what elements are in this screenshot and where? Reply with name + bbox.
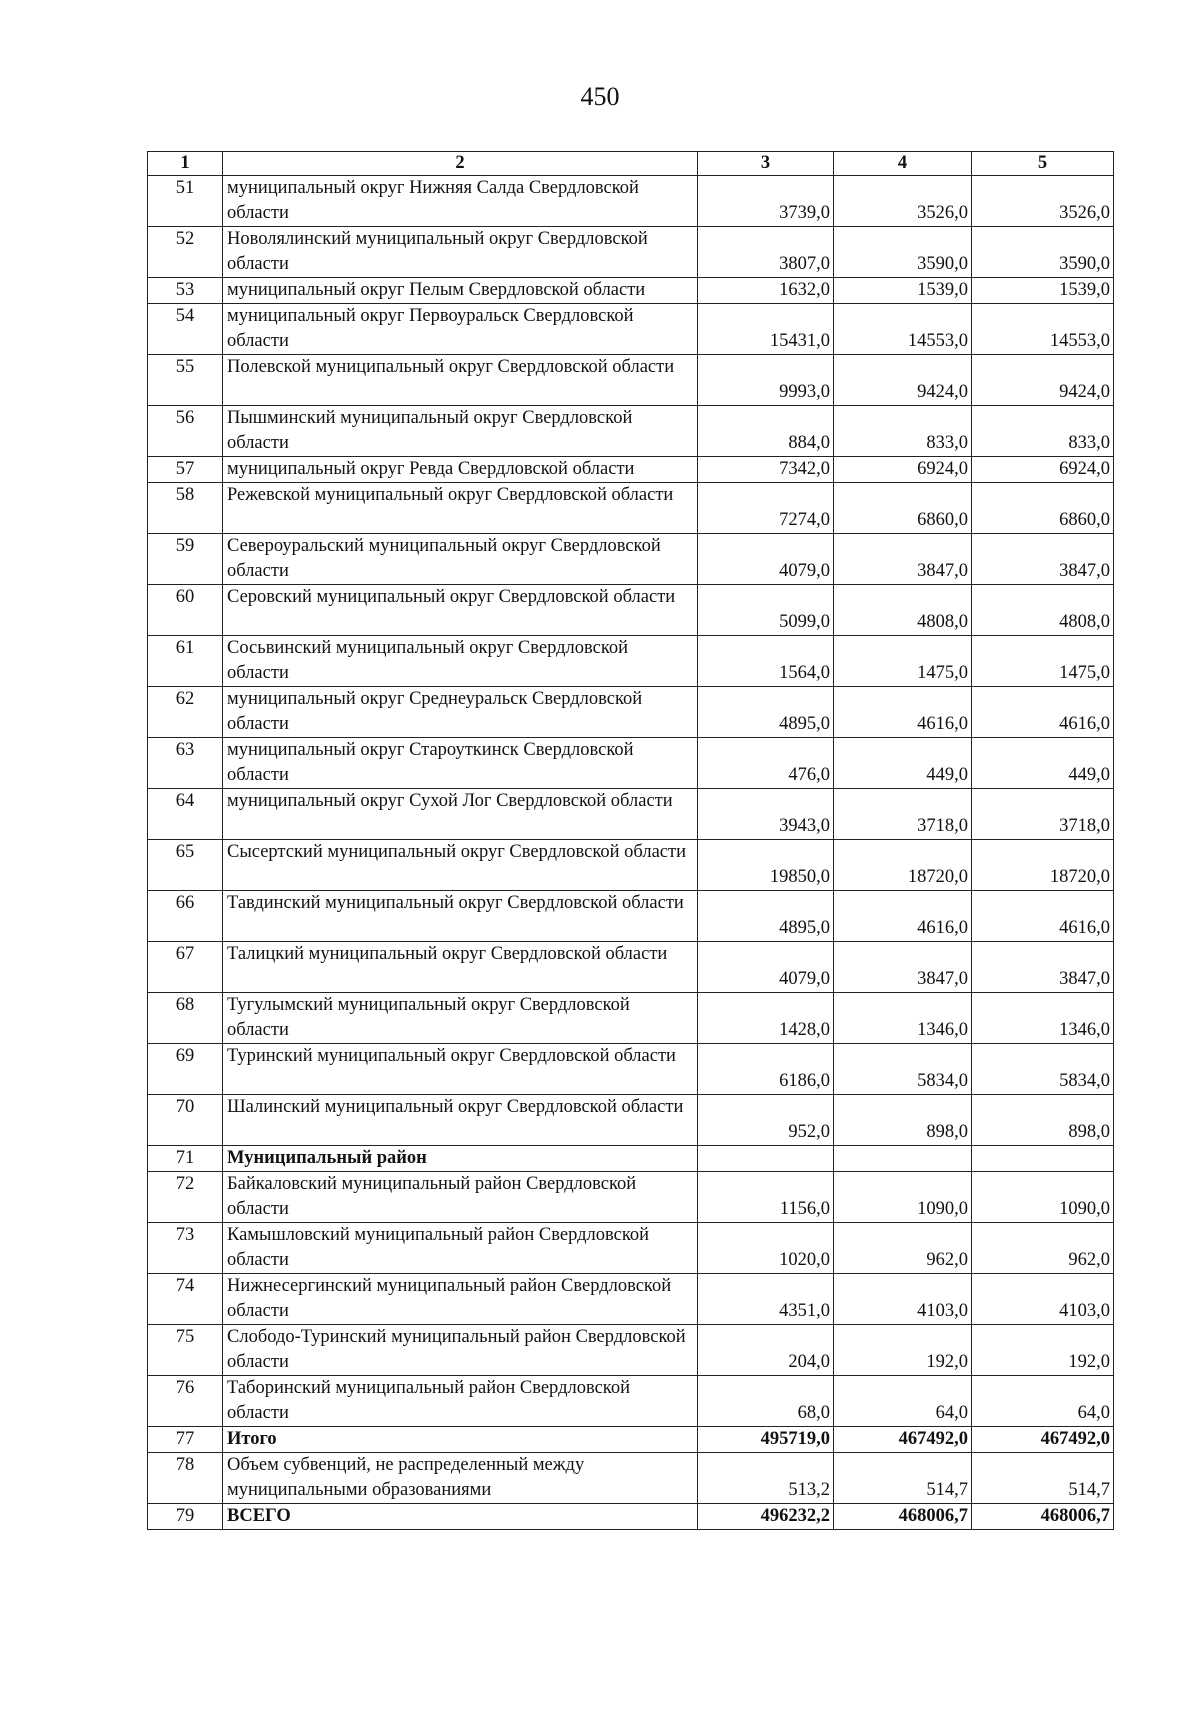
row-value-col-5: 1346,0 [972, 993, 1114, 1044]
row-number: 51 [148, 176, 223, 227]
row-name: Тугулымский муниципальный округ Свердловской области [223, 993, 698, 1044]
row-value-col-3: 884,0 [698, 406, 834, 457]
header-col-1: 1 [148, 152, 223, 176]
table-row [148, 942, 1114, 993]
row-number: 70 [148, 1095, 223, 1146]
table-row [148, 304, 1114, 355]
row-value-col-5: 4616,0 [972, 891, 1114, 942]
row-number: 69 [148, 1044, 223, 1095]
row-number: 61 [148, 636, 223, 687]
row-value-col-3: 496232,2 [698, 1504, 834, 1530]
row-value-col-4: 18720,0 [834, 840, 972, 891]
row-value-col-3: 204,0 [698, 1325, 834, 1376]
table-row [148, 176, 1114, 227]
row-value-col-3: 513,2 [698, 1453, 834, 1504]
row-value-col-3: 476,0 [698, 738, 834, 789]
row-name: Североуральский муниципальный округ Свердловской области [223, 534, 698, 585]
row-number: 55 [148, 355, 223, 406]
row-name: Режевской муниципальный округ Свердловской области [223, 483, 698, 534]
row-name: Серовский муниципальный округ Свердловской области [223, 585, 698, 636]
row-value-col-4: 192,0 [834, 1325, 972, 1376]
row-value-col-5: 468006,7 [972, 1504, 1114, 1530]
page-number: 450 [580, 82, 620, 111]
row-name: Слободо-Туринский муниципальный район Свердловской области [223, 1325, 698, 1376]
row-value-col-3: 4079,0 [698, 942, 834, 993]
row-value-col-5: 1475,0 [972, 636, 1114, 687]
row-value-col-5: 6860,0 [972, 483, 1114, 534]
row-value-col-5: 3526,0 [972, 176, 1114, 227]
row-value-col-5: 3718,0 [972, 789, 1114, 840]
table-row [148, 738, 1114, 789]
row-value-col-5: 18720,0 [972, 840, 1114, 891]
row-number: 68 [148, 993, 223, 1044]
row-name: муниципальный округ Пелым Свердловской области [223, 278, 698, 304]
row-number: 78 [148, 1453, 223, 1504]
row-value-col-4: 1090,0 [834, 1172, 972, 1223]
row-name: Талицкий муниципальный округ Свердловской области [223, 942, 698, 993]
row-name: муниципальный округ Староуткинск Свердловской области [223, 738, 698, 789]
row-name: Сосьвинский муниципальный округ Свердловской области [223, 636, 698, 687]
table-row [148, 1146, 1114, 1172]
row-value-col-3: 68,0 [698, 1376, 834, 1427]
row-value-col-4: 3847,0 [834, 534, 972, 585]
row-number: 71 [148, 1146, 223, 1172]
row-value-col-5: 898,0 [972, 1095, 1114, 1146]
row-value-col-4: 6924,0 [834, 457, 972, 483]
row-name: Объем субвенций, не распределенный между муниципальными образованиями [223, 1453, 698, 1504]
row-value-col-3: 1020,0 [698, 1223, 834, 1274]
row-value-col-5 [972, 1146, 1114, 1172]
table-row [148, 1172, 1114, 1223]
row-value-col-5: 4808,0 [972, 585, 1114, 636]
table-row [148, 457, 1114, 483]
row-number: 64 [148, 789, 223, 840]
row-value-col-3: 952,0 [698, 1095, 834, 1146]
row-value-col-4: 4616,0 [834, 687, 972, 738]
row-value-col-5: 3847,0 [972, 942, 1114, 993]
header-col-4: 4 [834, 152, 972, 176]
row-value-col-4: 468006,7 [834, 1504, 972, 1530]
row-value-col-5: 514,7 [972, 1453, 1114, 1504]
table-row [148, 789, 1114, 840]
row-value-col-3: 15431,0 [698, 304, 834, 355]
row-value-col-4: 3526,0 [834, 176, 972, 227]
row-value-col-5: 3590,0 [972, 227, 1114, 278]
row-number: 59 [148, 534, 223, 585]
row-value-col-4: 1346,0 [834, 993, 972, 1044]
row-value-col-5: 4616,0 [972, 687, 1114, 738]
row-number: 52 [148, 227, 223, 278]
row-number: 67 [148, 942, 223, 993]
subvention-table [147, 151, 1114, 1530]
table-row [148, 687, 1114, 738]
row-name: Пышминский муниципальный округ Свердловской области [223, 406, 698, 457]
row-name: муниципальный округ Среднеуральск Свердловской области [223, 687, 698, 738]
row-value-col-5: 467492,0 [972, 1427, 1114, 1453]
row-name: Полевской муниципальный округ Свердловской области [223, 355, 698, 406]
row-value-col-5: 192,0 [972, 1325, 1114, 1376]
table-header-row [148, 152, 1114, 176]
row-value-col-4: 5834,0 [834, 1044, 972, 1095]
row-value-col-3: 1428,0 [698, 993, 834, 1044]
table-row [148, 1223, 1114, 1274]
row-value-col-4: 833,0 [834, 406, 972, 457]
row-value-col-3: 4895,0 [698, 687, 834, 738]
row-value-col-5: 3847,0 [972, 534, 1114, 585]
table-row [148, 483, 1114, 534]
row-number: 75 [148, 1325, 223, 1376]
row-value-col-4: 4616,0 [834, 891, 972, 942]
header-col-3: 3 [698, 152, 834, 176]
table-row [148, 585, 1114, 636]
row-value-col-4: 467492,0 [834, 1427, 972, 1453]
row-value-col-5: 5834,0 [972, 1044, 1114, 1095]
row-number: 57 [148, 457, 223, 483]
row-value-col-3: 3739,0 [698, 176, 834, 227]
row-value-col-5: 4103,0 [972, 1274, 1114, 1325]
row-value-col-3: 19850,0 [698, 840, 834, 891]
row-value-col-5: 64,0 [972, 1376, 1114, 1427]
row-name: муниципальный округ Сухой Лог Свердловской области [223, 789, 698, 840]
row-number: 74 [148, 1274, 223, 1325]
row-number: 63 [148, 738, 223, 789]
row-name: Байкаловский муниципальный район Свердловской области [223, 1172, 698, 1223]
row-number: 73 [148, 1223, 223, 1274]
row-name: муниципальный округ Первоуральск Свердловской области [223, 304, 698, 355]
row-value-col-3: 3807,0 [698, 227, 834, 278]
row-number: 76 [148, 1376, 223, 1427]
row-value-col-4: 3590,0 [834, 227, 972, 278]
row-name: Итого [223, 1427, 698, 1453]
row-name: Туринский муниципальный округ Свердловской области [223, 1044, 698, 1095]
row-number: 77 [148, 1427, 223, 1453]
row-value-col-3: 495719,0 [698, 1427, 834, 1453]
row-number: 56 [148, 406, 223, 457]
row-value-col-3: 4895,0 [698, 891, 834, 942]
row-value-col-3: 4079,0 [698, 534, 834, 585]
row-number: 54 [148, 304, 223, 355]
row-value-col-5: 1090,0 [972, 1172, 1114, 1223]
row-number: 58 [148, 483, 223, 534]
row-name: Шалинский муниципальный округ Свердловской области [223, 1095, 698, 1146]
table-row [148, 1453, 1114, 1504]
table-row [148, 1504, 1114, 1530]
row-value-col-4: 3847,0 [834, 942, 972, 993]
row-value-col-4: 64,0 [834, 1376, 972, 1427]
row-value-col-5: 14553,0 [972, 304, 1114, 355]
row-name: Муниципальный район [223, 1146, 698, 1172]
table-row [148, 1044, 1114, 1095]
row-value-col-4 [834, 1146, 972, 1172]
row-name: Сысертский муниципальный округ Свердловской области [223, 840, 698, 891]
table-row [148, 840, 1114, 891]
row-number: 66 [148, 891, 223, 942]
row-value-col-4: 4808,0 [834, 585, 972, 636]
table-row [148, 406, 1114, 457]
row-value-col-5: 9424,0 [972, 355, 1114, 406]
row-value-col-5: 6924,0 [972, 457, 1114, 483]
row-value-col-4: 1475,0 [834, 636, 972, 687]
table-row [148, 1274, 1114, 1325]
table-row [148, 1376, 1114, 1427]
row-value-col-3: 1564,0 [698, 636, 834, 687]
table-row [148, 1427, 1114, 1453]
header-col-2: 2 [223, 152, 698, 176]
table-body [148, 176, 1114, 1530]
row-value-col-5: 449,0 [972, 738, 1114, 789]
row-value-col-4: 514,7 [834, 1453, 972, 1504]
row-name: Тавдинский муниципальный округ Свердловской области [223, 891, 698, 942]
row-name: муниципальный округ Ревда Свердловской области [223, 457, 698, 483]
row-value-col-3 [698, 1146, 834, 1172]
row-number: 79 [148, 1504, 223, 1530]
table-row [148, 278, 1114, 304]
row-name: муниципальный округ Нижняя Салда Свердловской области [223, 176, 698, 227]
row-name: Новолялинский муниципальный округ Свердловской области [223, 227, 698, 278]
row-value-col-4: 449,0 [834, 738, 972, 789]
row-value-col-5: 1539,0 [972, 278, 1114, 304]
table-row [148, 534, 1114, 585]
row-number: 60 [148, 585, 223, 636]
table-row [148, 227, 1114, 278]
table-row [148, 1325, 1114, 1376]
row-number: 72 [148, 1172, 223, 1223]
row-value-col-4: 962,0 [834, 1223, 972, 1274]
row-value-col-3: 4351,0 [698, 1274, 834, 1325]
table-row [148, 1095, 1114, 1146]
row-number: 65 [148, 840, 223, 891]
row-value-col-3: 1632,0 [698, 278, 834, 304]
row-number: 62 [148, 687, 223, 738]
row-value-col-3: 5099,0 [698, 585, 834, 636]
table-row [148, 891, 1114, 942]
row-value-col-4: 9424,0 [834, 355, 972, 406]
table-row [148, 993, 1114, 1044]
row-value-col-3: 3943,0 [698, 789, 834, 840]
row-name: Таборинский муниципальный район Свердловской области [223, 1376, 698, 1427]
row-name: Камышловский муниципальный район Свердловской области [223, 1223, 698, 1274]
row-value-col-4: 898,0 [834, 1095, 972, 1146]
header-col-5: 5 [972, 152, 1114, 176]
row-name: ВСЕГО [223, 1504, 698, 1530]
row-value-col-3: 1156,0 [698, 1172, 834, 1223]
row-name: Нижнесергинский муниципальный район Свердловской области [223, 1274, 698, 1325]
row-value-col-4: 6860,0 [834, 483, 972, 534]
row-number: 53 [148, 278, 223, 304]
row-value-col-4: 14553,0 [834, 304, 972, 355]
row-value-col-5: 833,0 [972, 406, 1114, 457]
row-value-col-4: 3718,0 [834, 789, 972, 840]
table-row [148, 636, 1114, 687]
row-value-col-3: 7274,0 [698, 483, 834, 534]
row-value-col-3: 9993,0 [698, 355, 834, 406]
row-value-col-3: 7342,0 [698, 457, 834, 483]
row-value-col-3: 6186,0 [698, 1044, 834, 1095]
table-row [148, 355, 1114, 406]
row-value-col-4: 4103,0 [834, 1274, 972, 1325]
row-value-col-5: 962,0 [972, 1223, 1114, 1274]
row-value-col-4: 1539,0 [834, 278, 972, 304]
